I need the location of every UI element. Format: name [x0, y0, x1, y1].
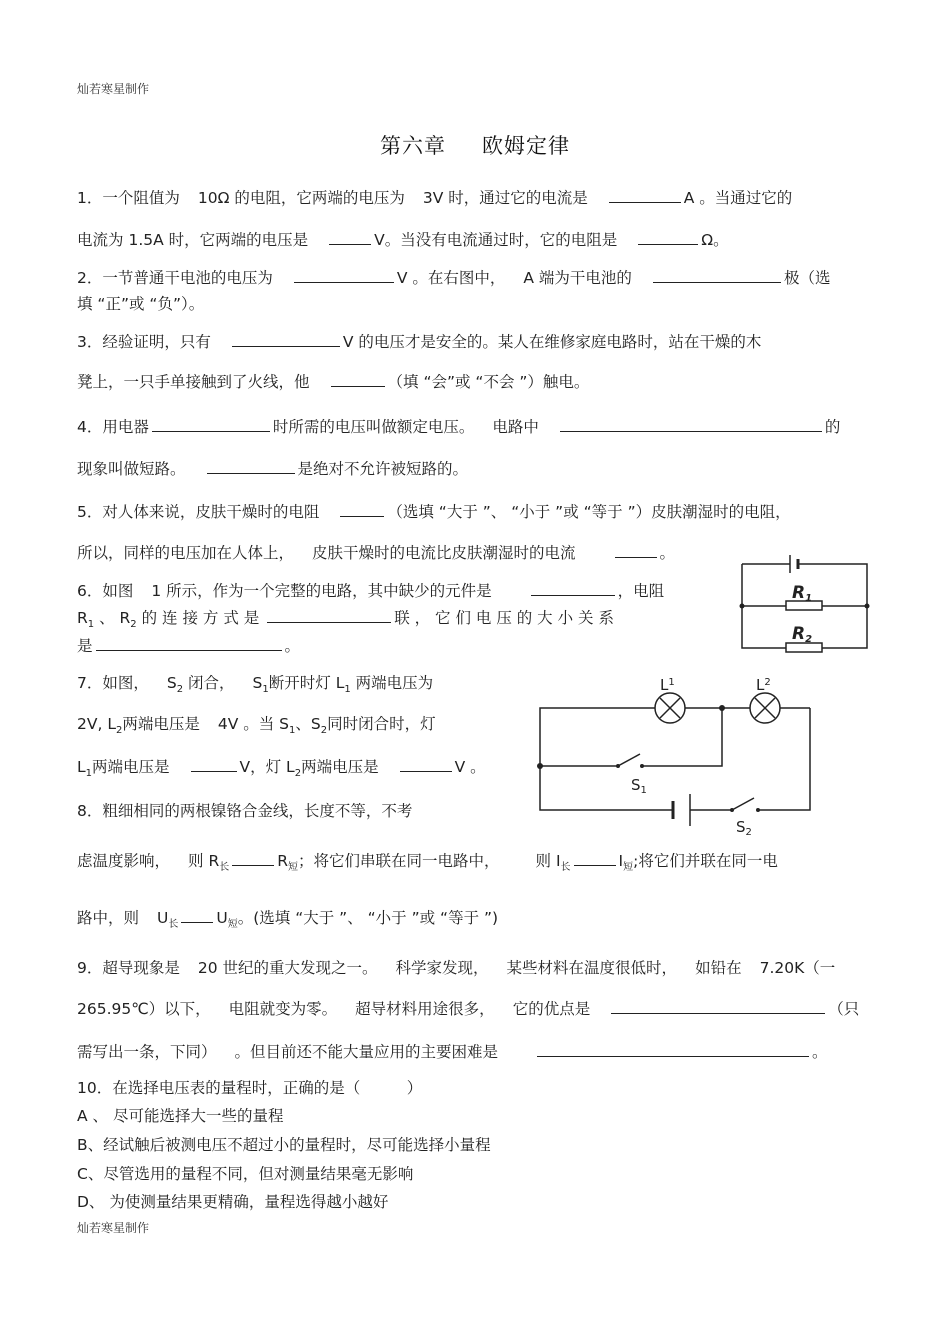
q4-blank-never[interactable]: [207, 459, 295, 474]
q9-line1: 9．超导现象是 20 世纪的重大发现之一。 科学家发现， 某些材料在温度很低时， 如铅在 7.20K（一: [77, 959, 836, 977]
q5-line1: 5．对人体来说，皮肤干燥时的电阻 （选填 “大于 ”、 “小于 ”或 “等于 ”）皮肤潮湿时的电阻，: [77, 503, 791, 521]
q10-option-b[interactable]: B、经试触后被测电压不超过小的量程时，尽可能选择小量程: [77, 1136, 491, 1154]
fig2-junction-top: [719, 705, 725, 711]
q9-blank-difficulty[interactable]: [537, 1042, 809, 1057]
q4-blank-rated[interactable]: [152, 417, 270, 432]
q9-line3: 需写出一条，下同） 。但目前还不能大量应用的主要困难是 。: [77, 1043, 828, 1061]
watermark-top: 灿若寒星制作: [77, 82, 150, 96]
fig2-label-l2: $L^2$: [756, 676, 771, 694]
q3-line1: 3．经验证明，只有 V 的电压才是安全的。某人在维修家庭电路时，站在干燥的木: [77, 333, 762, 351]
q10-option-a[interactable]: A 、 尽可能选择大一些的量程: [77, 1107, 284, 1125]
q4-line1: 4．用电器 时所需的电压叫做额定电压。 电路中 的: [77, 418, 841, 436]
fig2-junction-left: [537, 763, 543, 769]
fig1-battery: [790, 555, 798, 573]
q7-line2: 2V, $L_2$两端电压是 4V 。当 $S_1$、$S_2$同时闭合时，灯: [77, 715, 436, 737]
q2-blank-pole[interactable]: [653, 268, 781, 283]
fig1-label-r2: R2: [792, 624, 813, 645]
page-title: 第六章 欧姆定律: [380, 134, 570, 158]
q9-line2: 265.95℃）以下， 电阻就变为零。 超导材料用途很多， 它的优点是 （只: [77, 1000, 860, 1018]
fig2-switch-s1: [616, 754, 644, 768]
q7-line3: $L_1$两端电压是 V，灯 $L_2$两端电压是 V 。: [77, 758, 486, 780]
q8-line1: 8．粗细相同的两根镍铬合金线，长度不等，不考: [77, 802, 413, 820]
fig2-battery: [673, 794, 690, 826]
q7-blank-l1[interactable]: [191, 757, 237, 772]
q8-blank-current[interactable]: [574, 851, 616, 866]
figure-1-circuit: [732, 545, 877, 660]
q9-blank-advantage[interactable]: [611, 999, 825, 1014]
fig2-wire-top-left: [540, 708, 655, 766]
q6-line1: 6．如图 1 所示，作为一个完整的电路，其中缺少的元件是 ，电阻: [77, 582, 665, 600]
q5-line2: 所以，同样的电压加在人体上， 皮肤干燥时的电流比皮肤潮湿时的电流 。: [77, 544, 676, 562]
q6-line2: $R_1$ 、 $R_2$ 的 连 接 方 式 是 联 ， 它 们 电 压 的 大 小 关 系: [77, 609, 614, 631]
q6-blank-relation[interactable]: [96, 636, 282, 651]
q1-line2: 电流为 1.5A 时，它两端的电压是 V。当没有电流通过时，它的电阻是 Ω。: [77, 231, 729, 249]
q3-blank-shock[interactable]: [331, 372, 385, 387]
q7-blank-l2[interactable]: [400, 757, 452, 772]
q3-blank-voltage[interactable]: [232, 332, 340, 347]
q1-blank-voltage[interactable]: [329, 230, 371, 245]
q1-blank-current[interactable]: [609, 188, 681, 203]
fig1-junction-right: [865, 604, 870, 609]
q1-line1: 1．一个阻值为 10Ω 的电阻，它两端的电压为 3V 时，通过它的电流是 A 。当通过它的: [77, 189, 793, 207]
q7-line1: 7．如图， $S_2$ 闭合， $S_1$断开时灯 $L_1$ 两端电压为: [77, 674, 434, 696]
fig1-junction-left: [740, 604, 745, 609]
q6-line3: 是 。: [77, 637, 301, 655]
q10-stem: 10．在选择电压表的量程时，正确的是（ ）: [77, 1079, 423, 1097]
q2-line2: 填 “正”或 “负”）。: [77, 295, 205, 313]
q10-option-d[interactable]: D、 为使测量结果更精确，量程选得越小越好: [77, 1193, 389, 1211]
q8-line2: 虑温度影响， 则 $R_长$ $R_短$；将它们串联在同一电路中， 则 $I_长$ $I_短$;将它们并联在同一电: [77, 852, 778, 874]
q8-blank-voltage[interactable]: [181, 908, 213, 923]
fig1-resistor-r2: [786, 643, 822, 652]
fig2-switch-s2: [730, 798, 760, 812]
q6-blank-connection[interactable]: [267, 608, 391, 623]
q2-blank-voltage[interactable]: [294, 268, 394, 283]
q8-blank-resistance[interactable]: [232, 851, 274, 866]
fig2-label-s1: $S_1$: [631, 776, 647, 796]
fig2-lamp-l1: [655, 693, 685, 723]
q1-blank-resistance[interactable]: [638, 230, 698, 245]
q10-option-c[interactable]: C、尽管选用的量程不同，但对测量结果毫无影响: [77, 1165, 414, 1183]
fig1-label-r1: R1: [792, 583, 813, 604]
q2-line1: 2．一节普通干电池的电压为 V 。在右图中， A 端为干电池的 极（选: [77, 269, 831, 287]
q5-blank-current[interactable]: [615, 543, 657, 558]
fig2-lamp-l2: [750, 693, 780, 723]
fig2-wire-bottom-left: [540, 766, 673, 810]
fig2-label-s2: $S_2$: [736, 818, 752, 838]
q4-line2: 现象叫做短路。 是绝对不允许被短路的。: [77, 460, 469, 478]
q3-line2: 凳上，一只手单接触到了火线，他 （填 “会”或 “不会 ”）触电。: [77, 373, 590, 391]
q4-blank-short[interactable]: [560, 417, 822, 432]
watermark-bottom: 灿若寒星制作: [77, 1221, 150, 1235]
q6-blank-element[interactable]: [531, 581, 615, 596]
q8-line3: 路中，则 $U_长$ $U_短$。(选填 “大于 ”、 “小于 ”或 “等于 ”): [77, 909, 499, 931]
q5-blank-compare[interactable]: [340, 502, 384, 517]
fig2-label-l1: $L^1$: [660, 676, 675, 694]
figure-2-circuit: [530, 670, 820, 840]
